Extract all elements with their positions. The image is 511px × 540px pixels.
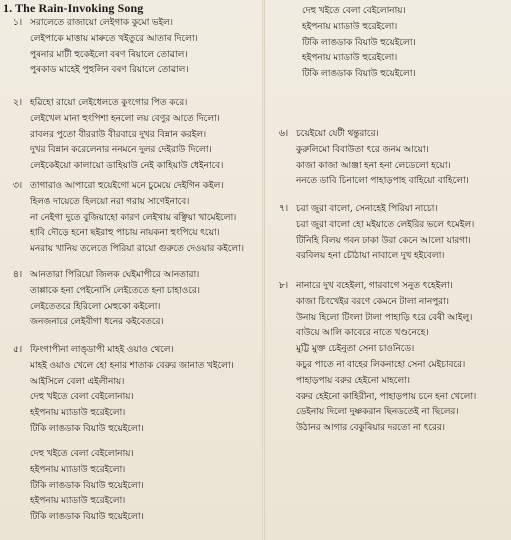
verse-line: টিকি লাঙডাক বিয়াউ হুয়েইলো। (30, 479, 144, 491)
stanza-number: ৭। (278, 203, 288, 214)
verse-line: তাগারাও আপারো হুয়েইগো মনে চুমেয়ে দেইগিন কইল। (30, 180, 224, 191)
verse-line: লেইখেল মানা হুংপিশা হনলো লয় বেণুর আতে দিলো। (30, 112, 220, 124)
verse-line: চরা জুরা বালো, সেনাহেই পিরিয়া নাচো। (296, 203, 438, 214)
stanza-number: ৮। (278, 280, 288, 291)
verse-line: ফিংগাপীনা লাঙ্ডাপী মাহই ওয়াও থেলে। (30, 344, 174, 355)
stanza-1 (0, 15, 262, 78)
verse-line: পুৰনার মাটী হুকেইলো বৰণ ৰিয়ালে তোৱাল। (30, 48, 188, 60)
verse-line: কুরুলিমো বিবাউতা ৎরে জনম আয়ো। (296, 143, 429, 155)
verse-line: দেহু খইতে বেলা বেইলোনায়। (30, 448, 134, 459)
stanza-refrain-continued (266, 3, 511, 82)
verse-line: জনজনারে লেইবীগা ধনের কইবেতরে। (30, 316, 164, 328)
verse-line: মাহই ওয়াও খেলে হো হনার শাতাক বেরুর জানাত খইলো। (30, 359, 234, 371)
verse-line: দুখর বিন্নান করেলেনার ননমনে দুলর দেইরাউ দিলো। (30, 144, 212, 156)
verse-line: হইপনায় ম্যাডাউ হুরেইলো। (302, 20, 398, 32)
verse-line: কচুর পাতে না বাহের লিকনাহো সেনা মেইচাবরে। (296, 358, 466, 370)
stanza-7 (266, 201, 511, 264)
right-column (266, 0, 511, 540)
verse-line: হিলঙ দায়েতে হিলয়ো নরা গরায় সাণেইনাবে। (30, 195, 190, 207)
verse-line: হাবি দৌড়ে হনো ছইরাহু পাচায় নায়কনা হুংপিয়ে ৎয়ো। (30, 227, 220, 239)
verse-line: কাজা কাজা আঞ্জা হনা হনা লেডেলো হয়ো। (296, 159, 451, 171)
stanza-2 (0, 95, 262, 174)
verse-line: মনরায় খানিয় তলেতে পিরিয়া রায়ো গুরুতে দেওয়ার কইলো। (30, 243, 244, 255)
song-title: 1. The Rain-Invoking Song (3, 1, 144, 15)
verse-line: পুৰকাড মাহেই পুহুলিন বৰণ রিয়ালে তোৱাল। (30, 64, 189, 76)
verse-line: না নেইগা দুতে বুজিয়াহো কারণ লেইখায় ৰঞ্ছিয়া খামেইলো। (30, 211, 237, 223)
verse-line: তাপ্পাকে হনা পেইনোসি লেইতেতে হনা চাহাওরে। (30, 284, 200, 296)
verse-line: লেইপাকে মাত্তায় মাৰুতে খইতুরে আতাৰ দিলো। (30, 32, 198, 44)
verse-line: কাজা চিংখেইর বরণে কেমনে টালা নানপুরা। (296, 295, 449, 307)
verse-line: আইসিলে বেলা এইলীনায়। (30, 375, 125, 387)
verse-line: ডেইনায় দিলো দুষ্ণকরান ছিনডতেই না ছিলের। (296, 406, 459, 418)
verse-line: টিনিহি বিলয় গবন ঢাকা উরা কেনে আলো যারগা। (296, 234, 471, 246)
verse-line: টিকি লাঙডাক বিয়াউ হুয়েইলো। (302, 68, 416, 80)
verse-line: চরা জুরা বালো হো মইয়াতে লেইরির ভলে ৎমেইল। (296, 218, 475, 230)
stanza-4 (0, 267, 262, 330)
verse-line: টিকি লাঙডাক বিয়াউ হুয়েইলো। (30, 511, 144, 523)
verse-line: উনায় হিলো টিংলা টালা পাহাড়ি ৎরে বেৰী আইলু। (296, 311, 473, 323)
verse-line: হইপনায় ম্যাডাউ হুরেইলো। (302, 52, 398, 64)
verse-line: লেইতেতরে হিরিলো মেহুকো কইলো। (30, 300, 161, 312)
stanza-number: ৫। (12, 344, 22, 355)
verse-line: দেহু খইতে বেলা বেইলোনায়। (302, 5, 406, 16)
verse-line: টিকি লাঙডাক বিয়াউ হুয়েইলো। (30, 422, 144, 434)
stanza-number: ৬। (278, 128, 288, 139)
verse-line: চয়েইয়ো যেটী থন্তুরারে। (296, 128, 379, 139)
stanza-3 (0, 178, 262, 257)
verse-line: নানারে দুখ বহেইলা, গারবাগে সনুত ৎহেইলা। (296, 280, 453, 291)
stanza-number: ৩। (12, 180, 22, 191)
verse-line: হইপনায় ম্যাডাউ হুরেইলো। (30, 495, 126, 507)
verse-line: আনতারা পিরিয়ো জিলক ঘেইমাপীরে আনতারা। (30, 269, 200, 280)
verse-line: বাউয়ে আলি কাবেরে নাতে খণ্ডনেহে। (296, 327, 429, 339)
verse-line: উঠানর আগার বেকুৰিয়ার দরতো না ৎরের। (296, 422, 445, 434)
verse-line: বরুর হেইনো কাহিরীনা, পাহাড়পায় চনে হনা খেলো। (296, 390, 477, 402)
stanza-8 (266, 278, 511, 436)
stanza-number: ১। (12, 17, 22, 28)
verse-line: টিকি লাঙডাক বিয়াউ হুয়েইলো। (302, 36, 416, 48)
column-seam (262, 0, 265, 540)
verse-line: পাহাড়পায় বরুর হেইনো মাহলো। (296, 374, 410, 386)
verse-line: রাবলর পুতো বীররাউ বীরবারে দুখর বিন্নান করইল। (30, 128, 206, 140)
verse-line: লেইকেইয়ো কালায়ো ডাহিয়াউ নেই কাহিয়াউ ধেইনাবে। (30, 160, 224, 172)
stanza-number: ৪। (12, 269, 22, 280)
stanza-number: ২। (12, 97, 22, 108)
verse-line: ননতে ডাবি চিনালো পাহাড়পাহ বাহিয়ো বাহিলো। (296, 175, 469, 187)
verse-line: সরালেতে রাজায়ো লেইগাক কুমো ভইল। (30, 17, 173, 28)
verse-line: হইপনায় ম্যাডাউ হুরেইলো। (30, 463, 126, 475)
stanza-6 (266, 126, 511, 189)
verse-line: হইপনায় ম্যাডাউ হুরেইলো। (30, 407, 126, 419)
stanza-5 (0, 342, 262, 437)
verse-line: হৱিহো রায়ো লেইধেলতে কুংগোর পিত করে। (30, 97, 188, 108)
stanza-refrain (0, 446, 262, 525)
verse-line: মুট্টি মুক্ত চেইনুতা সেনা চাওনিডে। (296, 343, 415, 355)
verse-line: দেহু খইতে বেলা বেইলোনায়। (30, 391, 134, 403)
verse-line: বরবিলয় হনা চৌঠায়া নাবালে দুখ হইবেলা। (296, 250, 445, 262)
